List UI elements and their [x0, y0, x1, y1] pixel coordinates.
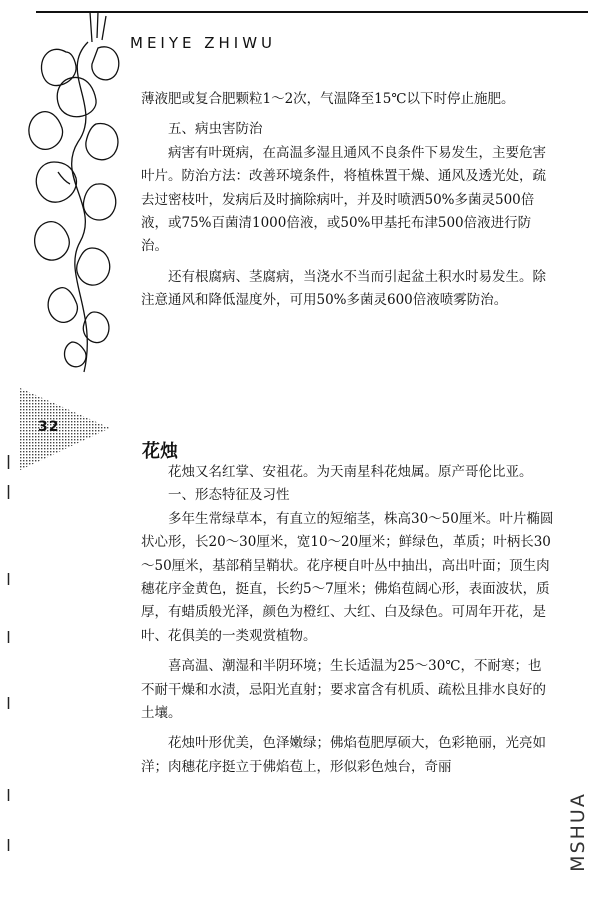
- page-number-badge: [20, 388, 110, 470]
- paragraph: 花烛叶形优美，色泽嫩绿；佛焰苞肥厚硕大，色彩艳丽，光亮如洋；肉穗花序挺立于佛焰苞上，形似彩色烛台，奇丽: [141, 735, 546, 775]
- section-heading: 五、病虫害防治: [168, 121, 263, 138]
- upper-text-block: [141, 88, 554, 313]
- paragraph: 花烛又名红掌、安祖花。为天南星科花烛属。原产哥伦比亚。: [168, 464, 533, 480]
- page-number: 32: [38, 419, 60, 435]
- series-title: MEIYE ZHIWU: [130, 34, 277, 52]
- lower-text-block: [141, 461, 554, 779]
- floral-vine-illustration: [18, 12, 126, 374]
- section-heading: 一、形态特征及习性: [168, 487, 290, 504]
- paragraph: 多年生常绿草本，有直立的短缩茎，株高30～50厘米。叶片椭圆状心形，长20～30厘米，宽10～20厘米；鲜绿色，革质；叶柄长30～50厘米，基部稍呈鞘状。花序梗自叶丛中抽出，高出叶面；顶生肉穗花序金黄色，挺直，长约5～7厘米；佛焰苞阔心形，表面波状，质厚，有蜡质般光泽，颜色为橙红、大红、白及绿色。可周年开花，是叶、花俱美的一类观赏植物。: [141, 510, 554, 644]
- paragraph: 还有根腐病、茎腐病，当浇水不当而引起盆土积水时易发生。除注意通风和降低湿度外，可用50%多菌灵600倍液喷雾防治。: [141, 268, 546, 309]
- watermark: [566, 778, 590, 886]
- article-title: 花烛: [142, 441, 178, 462]
- paragraph: 喜高温、潮湿和半阴环境；生长适温为25～30℃，不耐寒；也不耐干燥和水渍，忌阳光直射；要求富含有机质、疏松且排水良好的土壤。: [141, 658, 546, 722]
- watermark-text: MSHUA: [567, 792, 589, 872]
- paragraph: 薄液肥或复合肥颗粒1～2次，气温降至15℃以下时停止施肥。: [141, 91, 515, 107]
- paragraph: 病害有叶斑病，在高温多湿且通风不良条件下易发生，主要危害叶片。防治方法：改善环境条件，将植株置干燥、通风及透光处，疏去过密枝叶，发病后及时摘除病叶，并及时喷洒50%多菌灵500倍液，或75%百菌清1000倍液，或50%甲基托布津500倍液进行防治。: [141, 144, 546, 255]
- left-edge-scan-marks: [7, 455, 10, 875]
